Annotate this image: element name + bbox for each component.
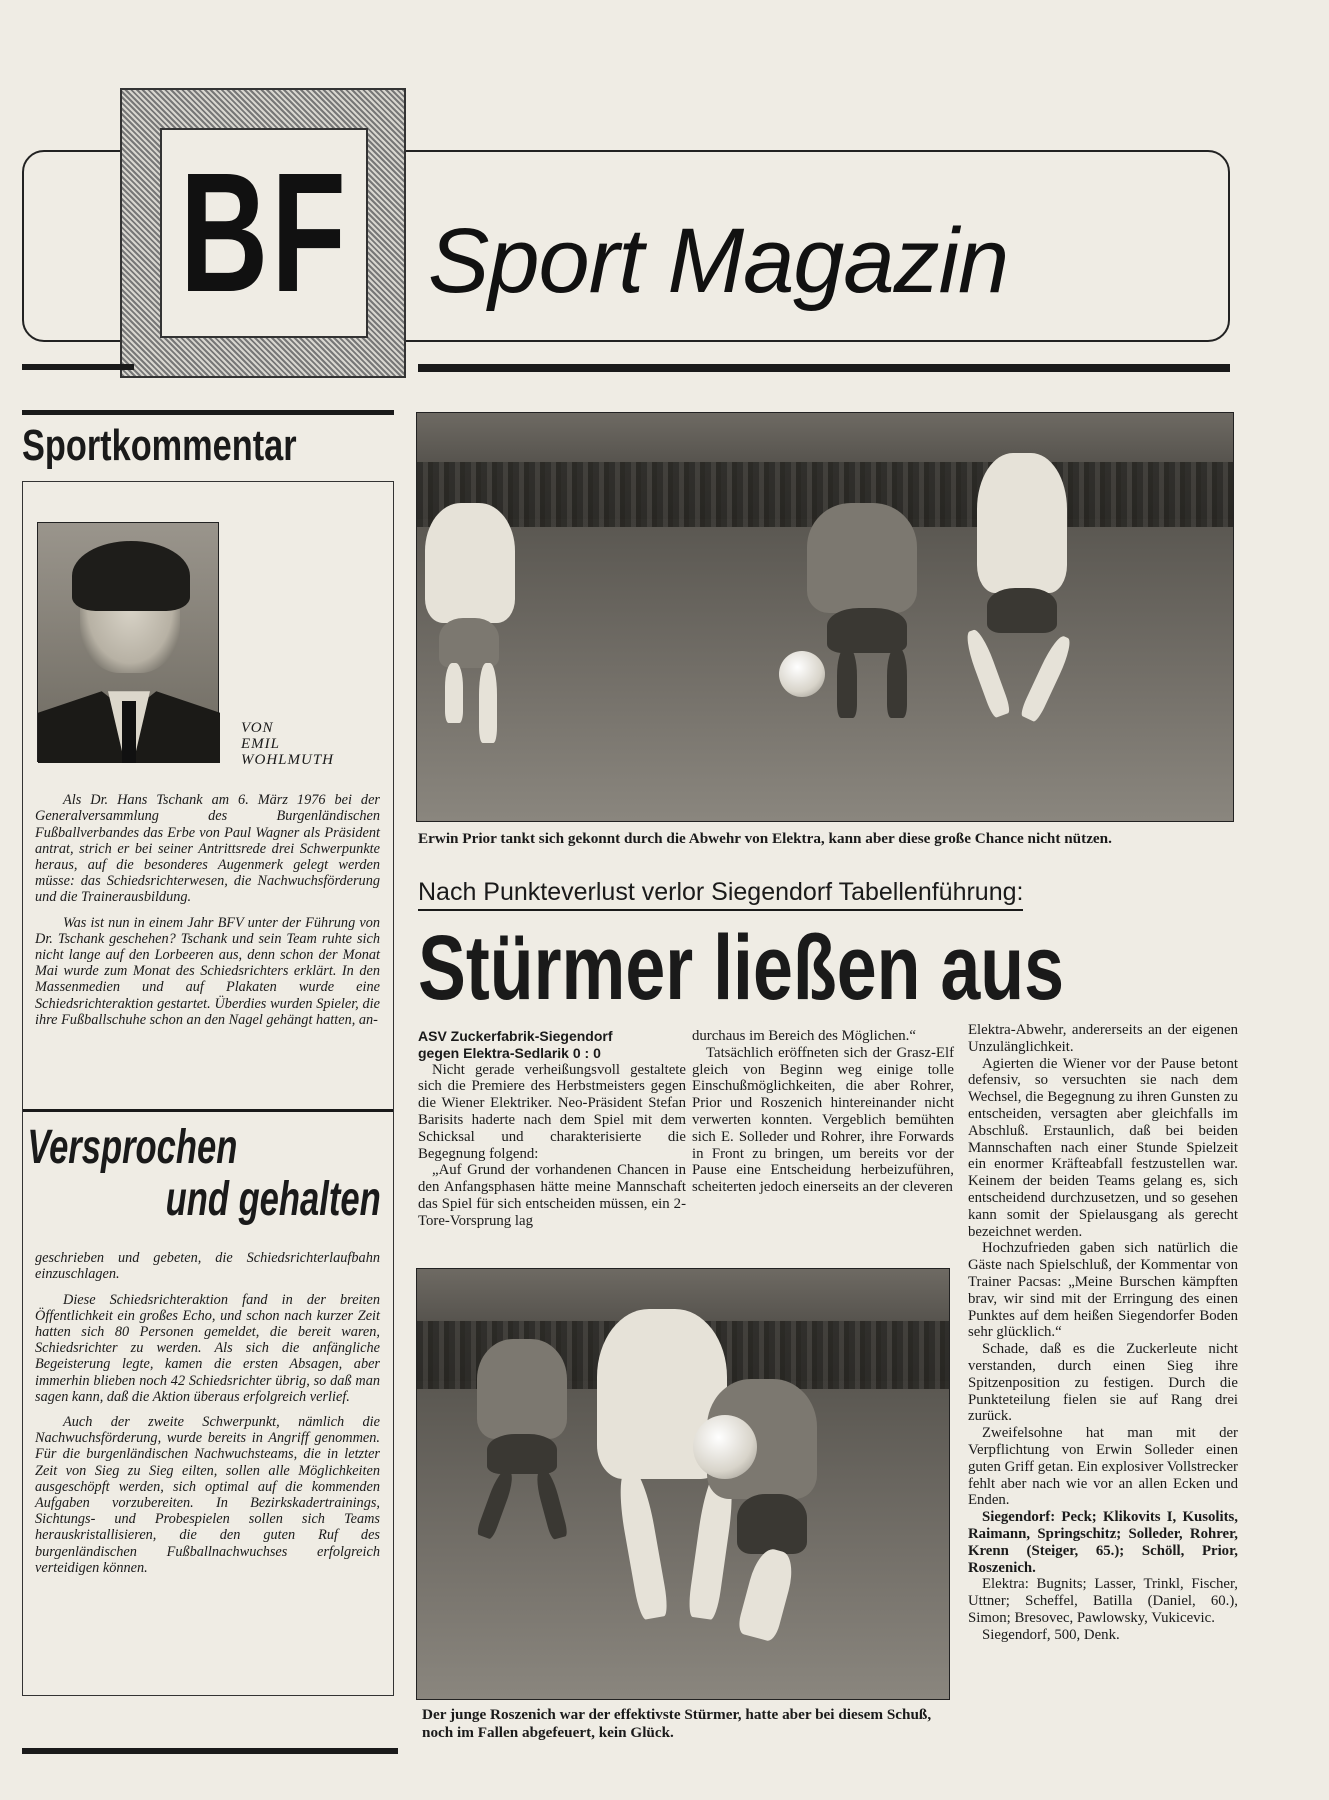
author-byline: VON EMIL WOHLMUTH: [241, 720, 335, 769]
article-paragraph: durchaus im Bereich des Möglichen.“: [692, 1028, 916, 1044]
commentary-paragraph: Auch der zweite Schwerpunkt, nämlich die Nachwuchsförderung, wurde bereits in Angriff genommen. Für die burgenländischen Nachwuchsteams, die in letzter Zeit von Sieg zu Sieg eilten, sollen alle Möglichkeiten ausgeschöpft werden, sich optimal auf die kommenden Aufgaben vorzubereiten. In Bezirkskadertrainings, Sichtungs- und Probespielen sollen sich Teams herauskristallisieren, die den guten Ruf des burgenländischen Fußballnachwuchses erfolgreich verteidigen können.: [35, 1414, 380, 1576]
article-paragraph: Elektra-Abwehr, andererseits an der eigenen Unzulänglichkeit.: [968, 1022, 1238, 1055]
article-column-3: [968, 1022, 1238, 1643]
article-column-2: [692, 1028, 954, 1196]
match-photo-1: [416, 412, 1234, 822]
commentary-text-continued: [35, 1250, 380, 1585]
article-paragraph: Schade, daß es die Zuckerleute nicht verstanden, durch einen Sieg ihre Spitzenposition zu festigen. Durch die Punkteteilung fielen sie auf Rang drei zurück.: [968, 1341, 1238, 1425]
commentary-headline: Versprochen und gehalten: [27, 1121, 381, 1227]
lineup-siegendorf: Siegendorf: Peck; Klikovits I, Kusolits, Raimann, Springschitz; Solleder, Rohrer, Krenn (Steiger, 65.); Schöll, Prior, Roszenich.: [968, 1509, 1238, 1576]
match-info: Siegendorf, 500, Denk.: [982, 1626, 1120, 1643]
photo-2-caption: Der junge Roszenich war der effektivste Stürmer, hatte aber bei diesem Schuß, noch im Fallen abgefeuert, kein Glück.: [422, 1706, 932, 1741]
masthead-rule: [418, 364, 1230, 372]
article-paragraph: Nicht gerade verheißungsvoll gestaltete sich die Premiere des Herbstmeisters gegen die Wiener Elektriker. Neo-Präsident Stefan Barisits haderte nach dem Spiel mit dem Schicksal und charakterisierte die Begegnung folgend:: [418, 1061, 686, 1162]
commentary-column: [22, 410, 394, 1696]
article-headline: Stürmer ließen aus: [418, 917, 1065, 1019]
article-paragraph: Zweifelsohne hat man mit der Verpflichtung von Erwin Solleder einen guten Griff getan. Ein explosiver Vollstrecker fehlt aber nach wie vor an allen Ecken und Enden.: [968, 1425, 1238, 1509]
article-paragraph: Tatsächlich eröffneten sich der Grasz-Elf gleich von Beginn weg einige tolle Einschußmöglichkeiten, die aber Rohrer, Prior und Roszenich hintereinander nicht verwerten konnten. Vergeblich bemühten sich E. Solleder und Rohrer, ihre Forwards in Front zu bringen, um bereits vor der Pause eine Entscheidung herbeizuführen, scheiterten jedoch einerseits an der cleveren: [692, 1044, 954, 1196]
magazine-title: Sport Magazin: [428, 210, 1009, 312]
match-lead-line-2: gegen Elektra-Sedlarik 0 : 0: [418, 1044, 601, 1061]
logo-block: [120, 88, 406, 378]
commentary-paragraph: Als Dr. Hans Tschank am 6. März 1976 bei der Generalversammlung des Burgenländischen Fußballverbandes das Erbe von Paul Wagner als Präsident antrat, strich er bei seiner Antrittsrede drei Schwerpunkte heraus, auf die besonderes Augenmerk gelegt werden müsse: das Schiedsrichterwesen, die Nachwuchsförderung und die Trainerausbildung.: [35, 792, 380, 906]
commentary-section-title: Sportkommentar: [22, 421, 297, 470]
article-paragraph: Agierten die Wiener vor der Pause betont defensiv, so versuchten sie nach dem Wechsel, die Begegnung zu ihren Gunsten zu entscheiden, versagten aber gleichfalls im Abschluß. Erstaunlich, daß bei beiden Mannschaften nach einer Stunde Spielzeit ein enormer Kräfteabfall festzustellen war. Keinem der beiden Teams gelang es, sich entscheidend durchzusetzen, und so gesehen kann somit der Spielausgang als gerecht bezeichnet werden.: [968, 1055, 1238, 1240]
match-lead-line-1: ASV Zuckerfabrik-Siegendorf: [418, 1028, 613, 1044]
commentary-paragraph: Diese Schiedsrichteraktion fand in der breiten Öffentlichkeit ein großes Echo, und schon nach kurzer Zeit hatten sich 80 Personen gemeldet, die bereit waren, Schiedsrichter zu werden. Als sich die anfängliche Begeisterung legte, kamen die ersten Absagen, aber immerhin blieben noch 42 Schiedsrichter übrig, so daß man sagen kann, daß die Aktion überaus erfolgreich verlief.: [35, 1291, 380, 1405]
author-portrait: [37, 522, 219, 762]
article-paragraph: „Auf Grund der vorhandenen Chancen in den Anfangsphasen hätte meine Mannschaft das Spiel für sich entscheiden müssen, ein 2-Tore-Vorsprung lag: [418, 1162, 686, 1229]
commentary-paragraph: Was ist nun in einem Jahr BFV unter der Führung von Dr. Tschank geschehen? Tschank und sein Team ruhte sich nicht lange auf den Lorbeeren aus, denn schon der Monat Mai wurde zum Monat des Schiedsrichters erklärt. In den Massenmedien und auf Plakaten wurde eine Schiedsrichteraktion gestartet. Überdies wurden Spieler, die ihre Fußballschuhe schon an den Nagel gehängt hatten, an-: [35, 914, 380, 1028]
commentary-text: [35, 792, 380, 1037]
commentary-paragraph: geschrieben und gebeten, die Schiedsrichterlaufbahn einzuschlagen.: [35, 1250, 380, 1283]
article-paragraph: Hochzufrieden gaben sich natürlich die Gäste nach Spielschluß, der Kommentar von Trainer Pacsas: „Meine Burschen kämpften brav, wir sind mit der Erringung des einen Punktes auf dem heißen Siegendorfer Boden sehr glücklich.“: [968, 1240, 1238, 1341]
commentary-box: [22, 481, 394, 1696]
masthead-rule-left: [22, 364, 134, 370]
match-photo-2: [416, 1268, 950, 1700]
photo-1-caption: Erwin Prior tankt sich gekonnt durch die Abwehr von Elektra, kann aber diese große Chance nicht nützen.: [418, 830, 1112, 847]
article-kicker: Nach Punkteverlust verlor Siegendorf Tabellenführung:: [418, 880, 1023, 911]
article-column-1: [418, 1028, 686, 1230]
lineup-elektra: Elektra: Bugnits; Lasser, Trinkl, Fischer, Uttner; Scheffel, Batilla (Daniel, 60.), Simon; Bresovec, Pawlowsky, Vukicevic.: [968, 1576, 1238, 1626]
logo-text: BF: [179, 138, 349, 328]
